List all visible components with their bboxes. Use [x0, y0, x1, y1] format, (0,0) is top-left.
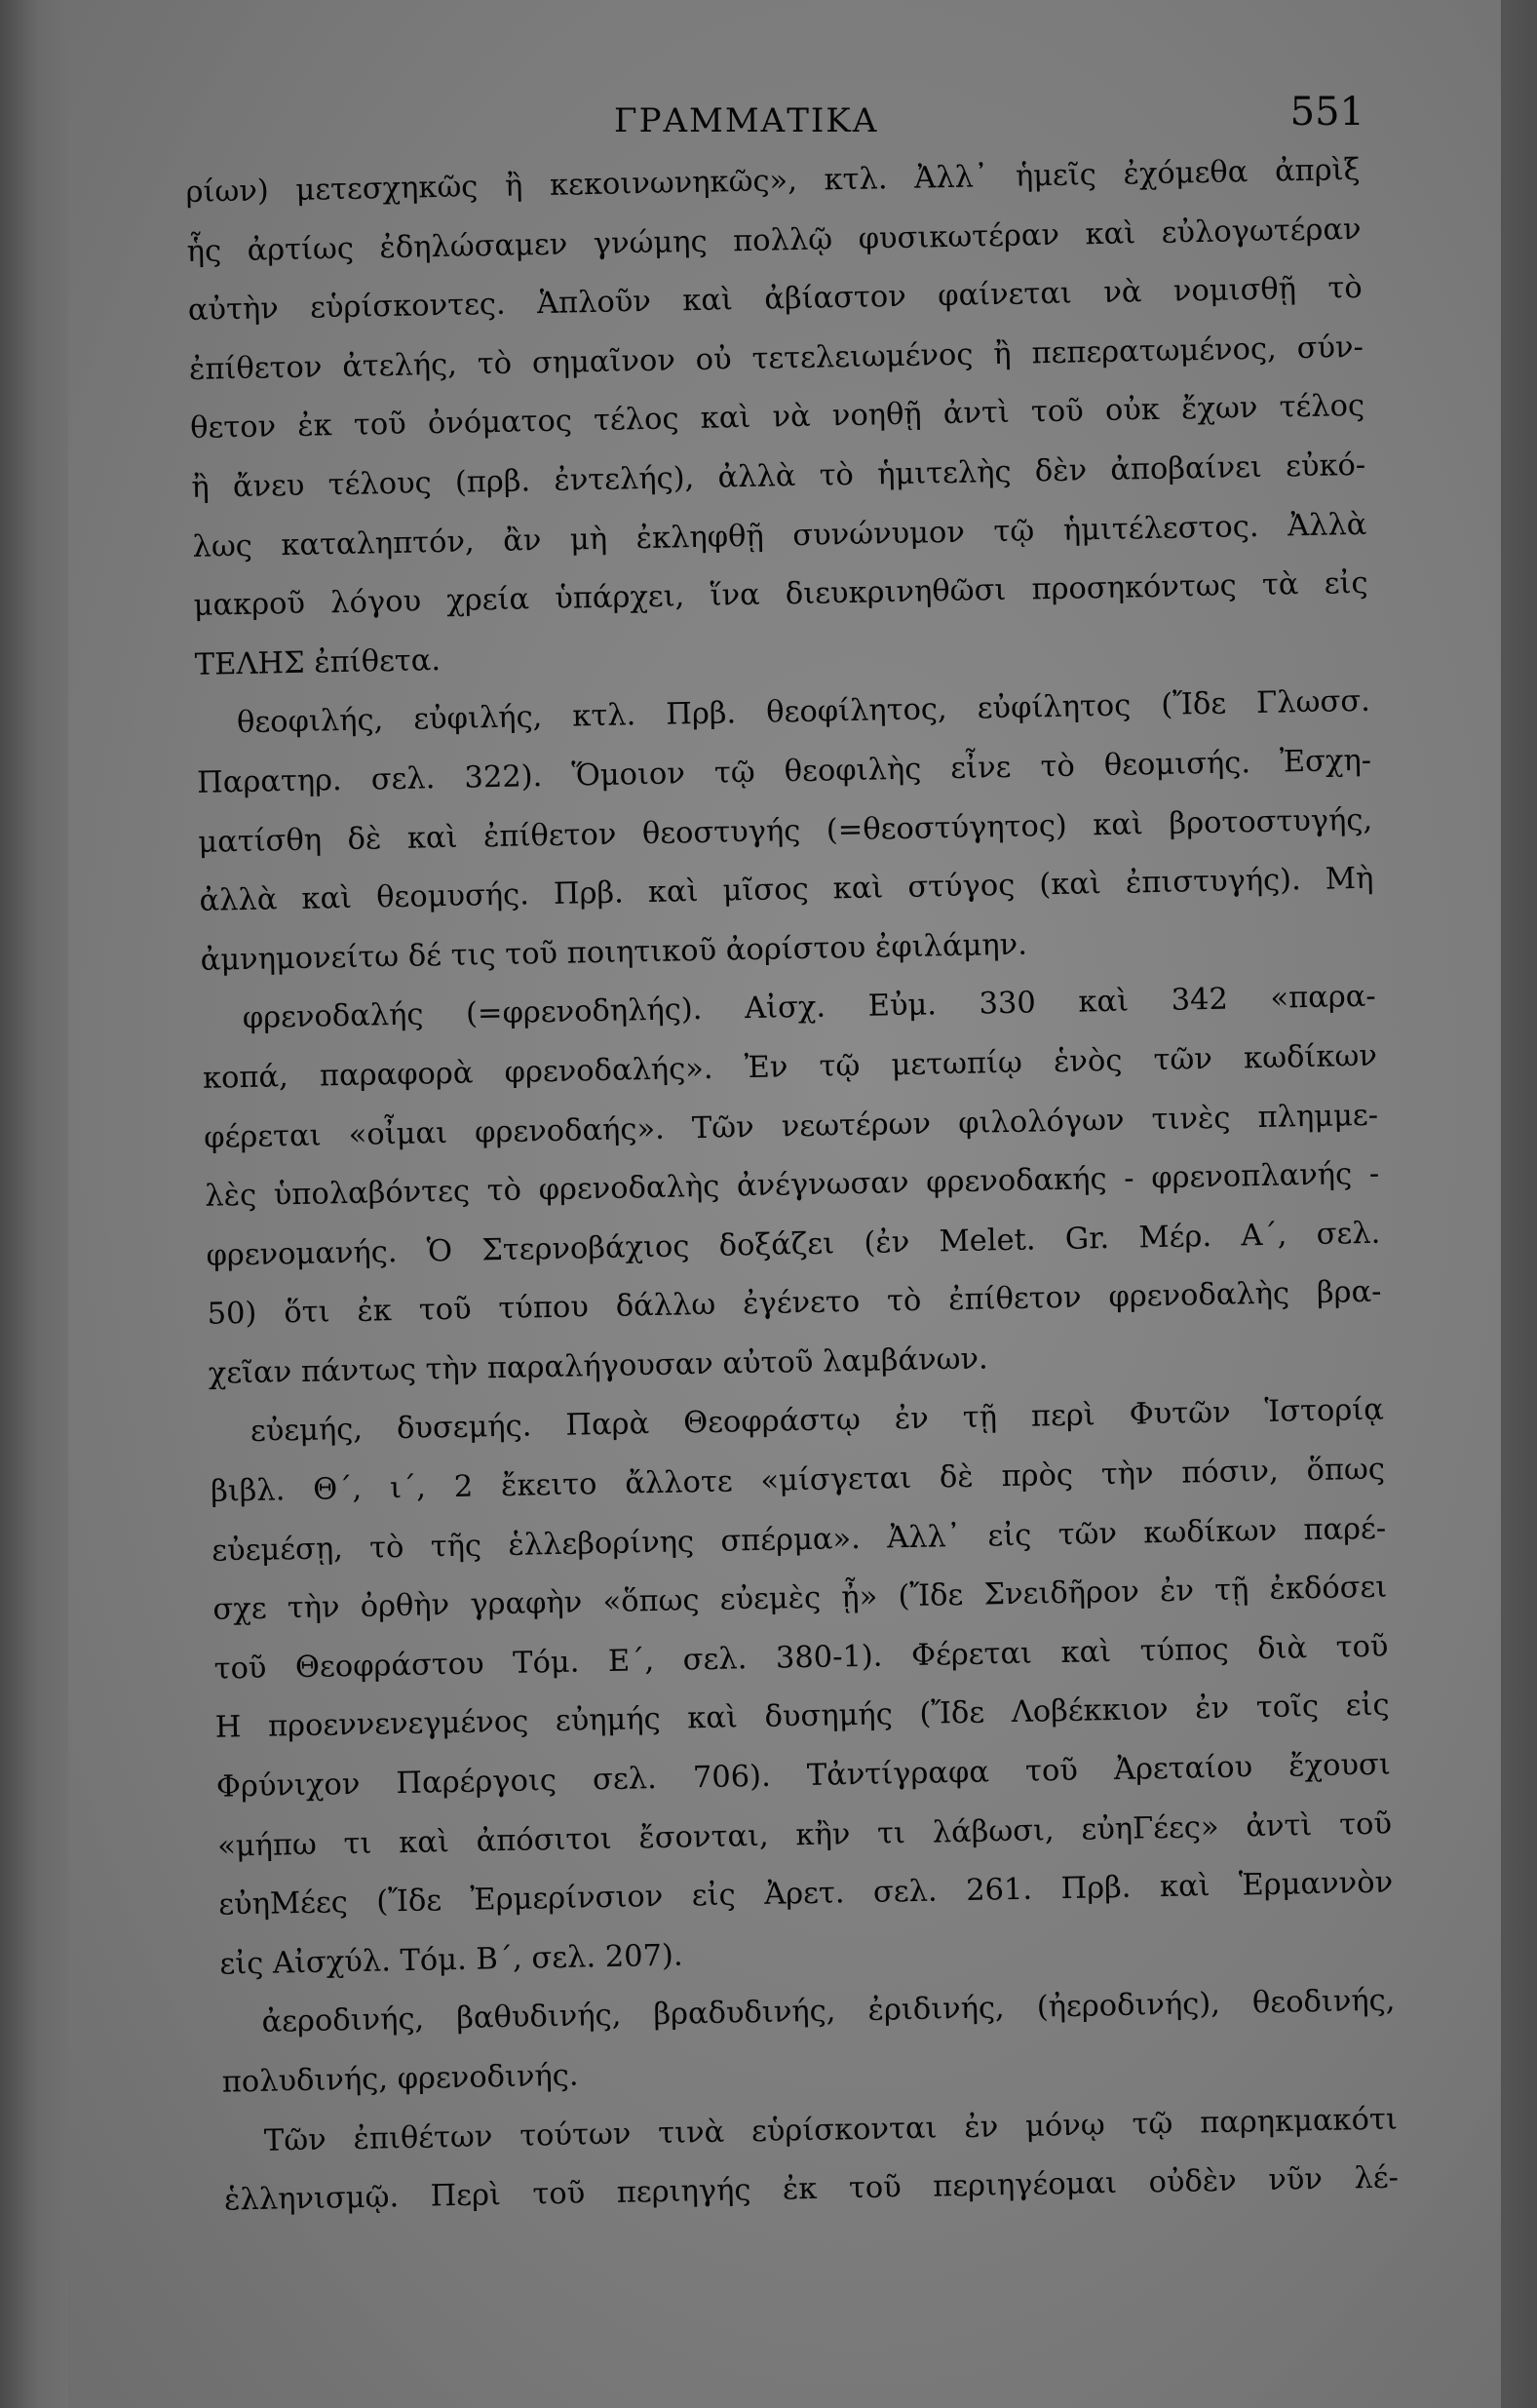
text-line: λως καταληπτόν, ἂν μὴ ἐκληφθῇ συνώνυμον τῷ ἡμιτέλεστος. Ἀλλὰ — [192, 507, 1367, 564]
text-line: Φρύνιχον Παρέργοις σελ. 706). Τἀντίγραφα τοῦ Ἀρεταίου ἔχουσι — [215, 1747, 1392, 1805]
book-page — [68, 0, 1501, 2408]
text-line: ἧς ἀρτίως ἐδηλώσαμεν γνώμης πολλῷ φυσικωτέραν καὶ εὐλογωτέραν — [186, 212, 1362, 269]
text-line: ΤΕΛΗΣ ἐπίθετα. — [194, 642, 442, 682]
text-line: εὐεμέσῃ, τὸ τῆς ἑλλεβορίνης σπέρμα». Ἀλλ᾽ εἰς τῶν κωδίκων παρέ- — [211, 1511, 1387, 1569]
text-body — [185, 141, 1399, 2232]
text-line: ἀμνημονείτω δέ τις τοῦ ποιητικοῦ ἀορίστου ἐφιλάμην. — [200, 927, 1028, 978]
text-line: ρίων) μετεσχηκῶς ἢ κεκοινωνηκῶς», κτλ. Ἀλλ᾽ ἡμεῖς ἐχόμεθα ἀπρὶξ — [185, 152, 1361, 210]
text-line: ἢ ἄνευ τέλους (πρβ. ἐντελής), ἀλλὰ τὸ ἡμιτελὴς δὲν ἀποβαίνει εὐκό- — [191, 447, 1366, 505]
text-line: λὲς ὑπολαβόντες τὸ φρενοδαλὴς ἀνέγνωσαν φρενοδακής - φρενοπλανής - — [205, 1156, 1380, 1214]
text-line: βιβλ. Θ΄, ι΄, 2 ἔκειτο ἄλλοτε «μίσγεται δὲ πρὸς τὴν πόσιν, ὅπως — [210, 1452, 1386, 1509]
text-line: θετον ἐκ τοῦ ὀνόματος τέλος καὶ νὰ νοηθῇ ἀντὶ τοῦ οὐκ ἔχων τέλος — [189, 389, 1365, 447]
text-line: Παρατηρ. σελ. 322). Ὅμοιον τῷ θεοφιλὴς εἶνε τὸ θεομισής. Ἐσχη- — [196, 743, 1372, 800]
text-line: φρενομανής. Ὁ Στερνοβάχιος δοξάζει (ἐν Melet. Gr. Μέρ. Α΄, σελ. — [206, 1216, 1381, 1273]
text-line: τοῦ Θεοφράστου Τόμ. Ε΄, σελ. 380-1). Φέρεται καὶ τύπος διὰ τοῦ — [213, 1629, 1389, 1687]
text-line: πολυδινής, φρενοδινής. — [221, 2058, 579, 2100]
text-line: Η προεννενεγμένος εὐημής καὶ δυσημής (Ἴδε Λοβέκκιον ἐν τοῖς εἰς — [214, 1689, 1390, 1746]
text-line: εὐεμής, δυσεμής. Παρὰ Θεοφράστῳ ἐν τῇ περὶ Φυτῶν Ἱστορίᾳ — [250, 1393, 1385, 1450]
text-line: αὐτὴν εὑρίσκοντες. Ἁπλοῦν καὶ ἀβίαστον φαίνεται νὰ νομισθῇ τὸ — [187, 271, 1364, 329]
page-number: 551 — [1289, 90, 1364, 135]
text-line: σχε τὴν ὀρθὴν γραφὴν «ὅπως εὐεμὲς ᾖ» (Ἴδε Σνειδῆρον ἐν τῇ ἐκδόσει — [212, 1570, 1388, 1627]
text-line: ἑλληνισμῷ. Περὶ τοῦ περιηγής ἐκ τοῦ περιηγέομαι οὐδὲν νῦν λέ- — [223, 2160, 1400, 2218]
text-line: θεοφιλής, εὐφιλής, κτλ. Πρβ. θεοφίλητος, εὐφίλητος (Ἴδε Γλωσσ. — [236, 684, 1371, 741]
text-line: ἐπίθετον ἀτελής, τὸ σημαῖνον οὐ τετελειωμένος ἢ πεπερατωμένος, σύν- — [188, 330, 1364, 387]
text-line: ἀεροδινής, βαθυδινής, βραδυδινής, ἐριδινής, (ἠεροδινής), θεοδινής, — [261, 1983, 1396, 2040]
running-head — [205, 90, 1364, 148]
text-line: χεῖαν πάντως τὴν παραλήγουσαν αὐτοῦ λαμβάνων. — [208, 1341, 988, 1391]
text-line: 50) ὅτι ἐκ τοῦ τύπου δάλλω ἐγένετο τὸ ἐπίθετον φρενοδαλὴς βρα- — [207, 1274, 1382, 1333]
text-line: φέρεται «οἶμαι φρενοδαής». Τῶν νεωτέρων φιλολόγων τινὲς πλημμε- — [203, 1098, 1379, 1155]
text-line: ἀλλὰ καὶ θεομυσής. Πρβ. καὶ μῖσος καὶ στύγος (καὶ ἐπιστυγής). Μὴ — [199, 861, 1374, 918]
text-line: εὐηΜέες (Ἴδε Ἐρμερίνσιον εἰς Ἀρετ. σελ. 261. Πρβ. καὶ Ἑρμαννὸν — [217, 1865, 1394, 1923]
text-line: φρενοδαλής (=φρενοδηλής). Αἰσχ. Εὐμ. 330 καὶ 342 «παρα- — [242, 980, 1376, 1036]
text-line: Τῶν ἐπιθέτων τούτων τινὰ εὑρίσκονται ἐν μόνῳ τῷ παρηκμακότι — [263, 2102, 1399, 2158]
text-line: εἰς Αἰσχύλ. Τόμ. Β΄, σελ. 207). — [219, 1938, 683, 1982]
text-line: κοπά, παραφορὰ φρενοδαλής». Ἐν τῷ μετωπίῳ ἑνὸς τῶν κωδίκων — [202, 1038, 1378, 1096]
text-line: ματίσθη δὲ καὶ ἐπίθετον θεοστυγής (=θεοστύγητος) καὶ βροτοστυγής, — [198, 802, 1373, 860]
text-line: μακροῦ λόγου χρεία ὑπάρχει, ἵνα διευκρινηθῶσι προσηκόντως τὰ εἰς — [193, 565, 1368, 624]
page-title: ΓΡΑΜΜΑΤΙΚΑ — [614, 101, 879, 140]
text-line: «μήπω τι καὶ ἀπόσιτοι ἔσονται, κἢν τι λάβωσι, εὐηΓέες» ἀντὶ τοῦ — [216, 1806, 1393, 1864]
